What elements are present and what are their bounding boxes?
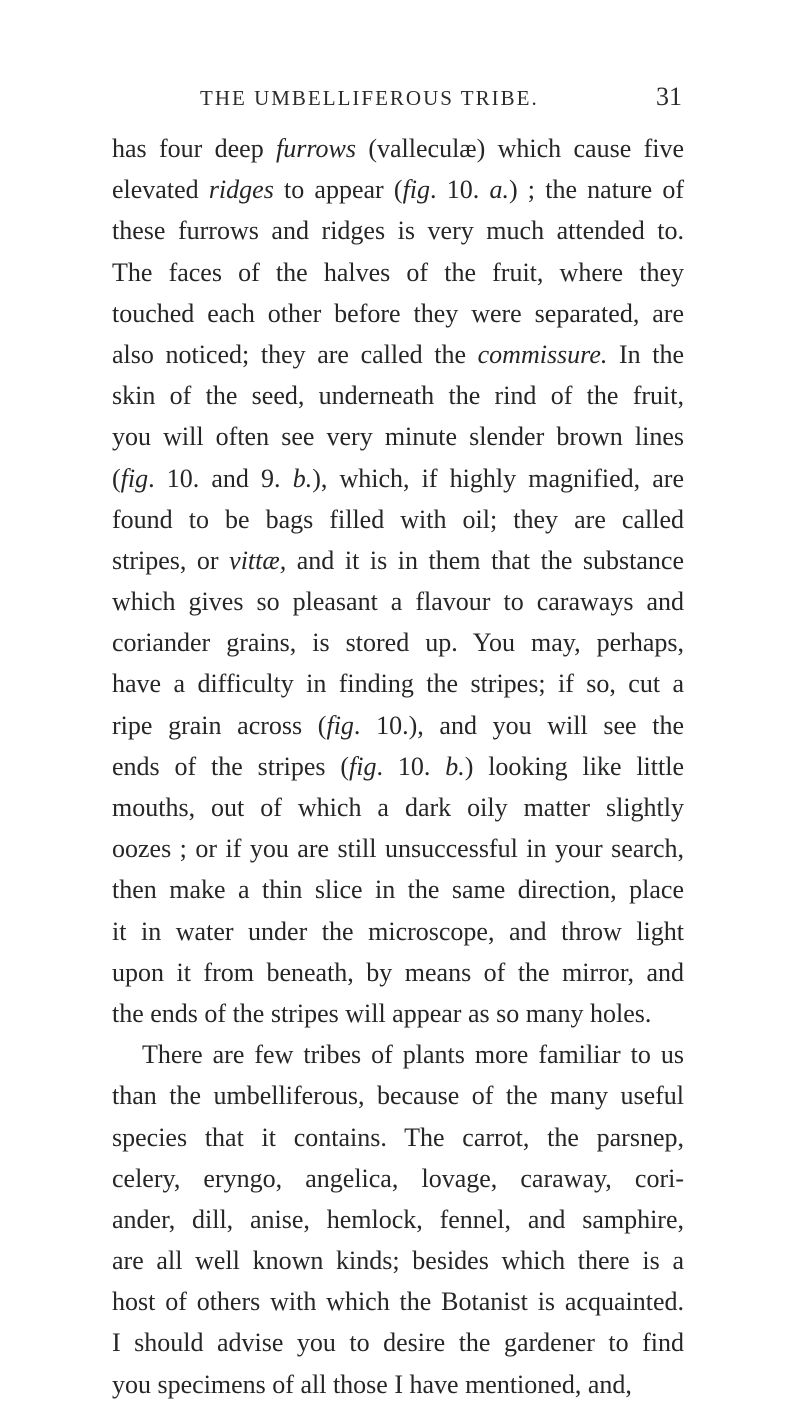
text-segment: . 10.: [430, 175, 490, 205]
text-segment: . 10.), and you will see the: [353, 710, 684, 740]
body-text: [112, 128, 684, 1405]
text-line: [112, 1364, 684, 1405]
text-line: [112, 663, 684, 704]
text-segment: touched each other before they were separated, are: [112, 298, 684, 328]
italic-text: b.: [445, 751, 465, 781]
text-line: [112, 252, 684, 293]
text-line: [112, 1199, 684, 1240]
text-segment: . 10.: [376, 751, 446, 781]
text-line: [112, 499, 684, 540]
text-segment: coriander grains, is stored up. You may, perhaps,: [112, 628, 684, 658]
text-segment: skin of the seed, underneath the rind of the fruit,: [112, 381, 684, 411]
italic-text: b.: [292, 463, 313, 493]
text-line: [112, 1158, 684, 1199]
text-line: [112, 458, 684, 499]
text-segment: I should advise you to desire the gardener to find: [112, 1328, 684, 1358]
text-line: [112, 1281, 684, 1322]
text-segment: ), which, if highly magnified, are: [312, 463, 684, 493]
text-segment: the ends of the stripes will appear as so many holes.: [112, 998, 652, 1028]
text-line: [112, 787, 684, 828]
text-line: [112, 622, 684, 663]
text-segment: it in water under the microscope, and throw light: [112, 916, 684, 946]
text-line: [112, 952, 684, 993]
page-number: 31: [656, 82, 682, 111]
text-segment: The faces of the halves of the fruit, where they: [112, 257, 684, 287]
text-segment: species that it contains. The carrot, the parsnep,: [112, 1122, 684, 1152]
text-segment: ends of the stripes (: [112, 751, 350, 781]
text-segment: found to be bags filled with oil; they are called: [112, 504, 684, 534]
text-segment: ander, dill, anise, hemlock, fennel, and samphire,: [112, 1204, 684, 1234]
text-segment: have a difficulty in finding the stripes; if so, cut a: [112, 669, 684, 699]
text-segment: are all well known kinds; besides which there is a: [112, 1246, 684, 1276]
italic-text: a.: [489, 175, 509, 205]
text-segment: stripes, or: [112, 545, 230, 575]
text-segment: oozes ; or if you are still unsuccessful in your search,: [112, 834, 684, 864]
italic-text: furrows: [276, 134, 357, 163]
text-line: [112, 416, 684, 457]
text-segment: then make a thin slice in the same direction, place: [112, 875, 684, 905]
text-segment: ripe grain across (: [112, 710, 327, 740]
text-segment: and it is in them that the substance: [286, 545, 685, 575]
text-segment: you will often see very minute slender brown lines: [112, 422, 684, 452]
text-line: [112, 210, 684, 251]
text-segment: (valleculæ) which cause five: [356, 134, 684, 163]
italic-text: vittæ,: [229, 545, 287, 575]
text-line: [112, 581, 684, 622]
text-line: [112, 746, 684, 787]
text-segment: There are few tribes of plants more familiar to us: [142, 1040, 684, 1070]
text-line: [112, 869, 684, 910]
text-segment: elevated: [112, 175, 209, 205]
text-segment: celery, eryngo, angelica, lovage, caraway, cori-: [112, 1163, 684, 1193]
italic-text: fig: [120, 463, 149, 493]
text-line: [112, 1034, 684, 1075]
text-line: [112, 540, 684, 581]
text-segment: these furrows and ridges is very much attended to.: [112, 216, 684, 246]
text-segment: mouths, out of which a dark oily matter slightly: [112, 793, 684, 822]
text-line: [112, 128, 684, 169]
text-segment: than the umbelliferous, because of the many useful: [112, 1081, 684, 1111]
italic-text: fig: [326, 710, 354, 740]
text-segment: (: [112, 463, 121, 493]
text-segment: . 10. and 9.: [148, 463, 293, 493]
text-line: [112, 1240, 684, 1281]
text-line: [112, 1075, 684, 1116]
text-line: [112, 828, 684, 869]
text-segment: In the: [607, 339, 685, 369]
text-line: [112, 1322, 684, 1363]
italic-text: fig: [349, 751, 377, 781]
running-title: THE UMBELLIFEROUS TRIBE.: [200, 86, 539, 110]
text-line: [112, 334, 684, 375]
text-segment: has four deep: [112, 134, 277, 163]
page-header: [112, 82, 682, 116]
text-line: [112, 375, 684, 416]
text-line: [112, 705, 684, 746]
italic-text: fig: [402, 175, 431, 205]
text-line: [112, 293, 684, 334]
text-segment: which gives so pleasant a flavour to caraways and: [112, 587, 684, 617]
text-line: [112, 169, 684, 210]
text-segment: you specimens of all those I have mentioned, and,: [112, 1369, 632, 1399]
text-segment: ) ; the nature of: [508, 175, 685, 205]
text-line: [112, 1117, 684, 1158]
text-segment: host of others with which the Botanist is acquainted.: [112, 1287, 684, 1317]
italic-text: commissure.: [477, 339, 608, 369]
text-segment: ) looking like little: [464, 751, 684, 781]
italic-text: ridges: [208, 175, 274, 205]
text-segment: upon it from beneath, by means of the mirror, and: [112, 957, 684, 987]
text-line: [112, 993, 684, 1034]
text-segment: also noticed; they are called the: [112, 339, 478, 369]
text-segment: to appear (: [273, 175, 403, 205]
text-line: [112, 911, 684, 952]
